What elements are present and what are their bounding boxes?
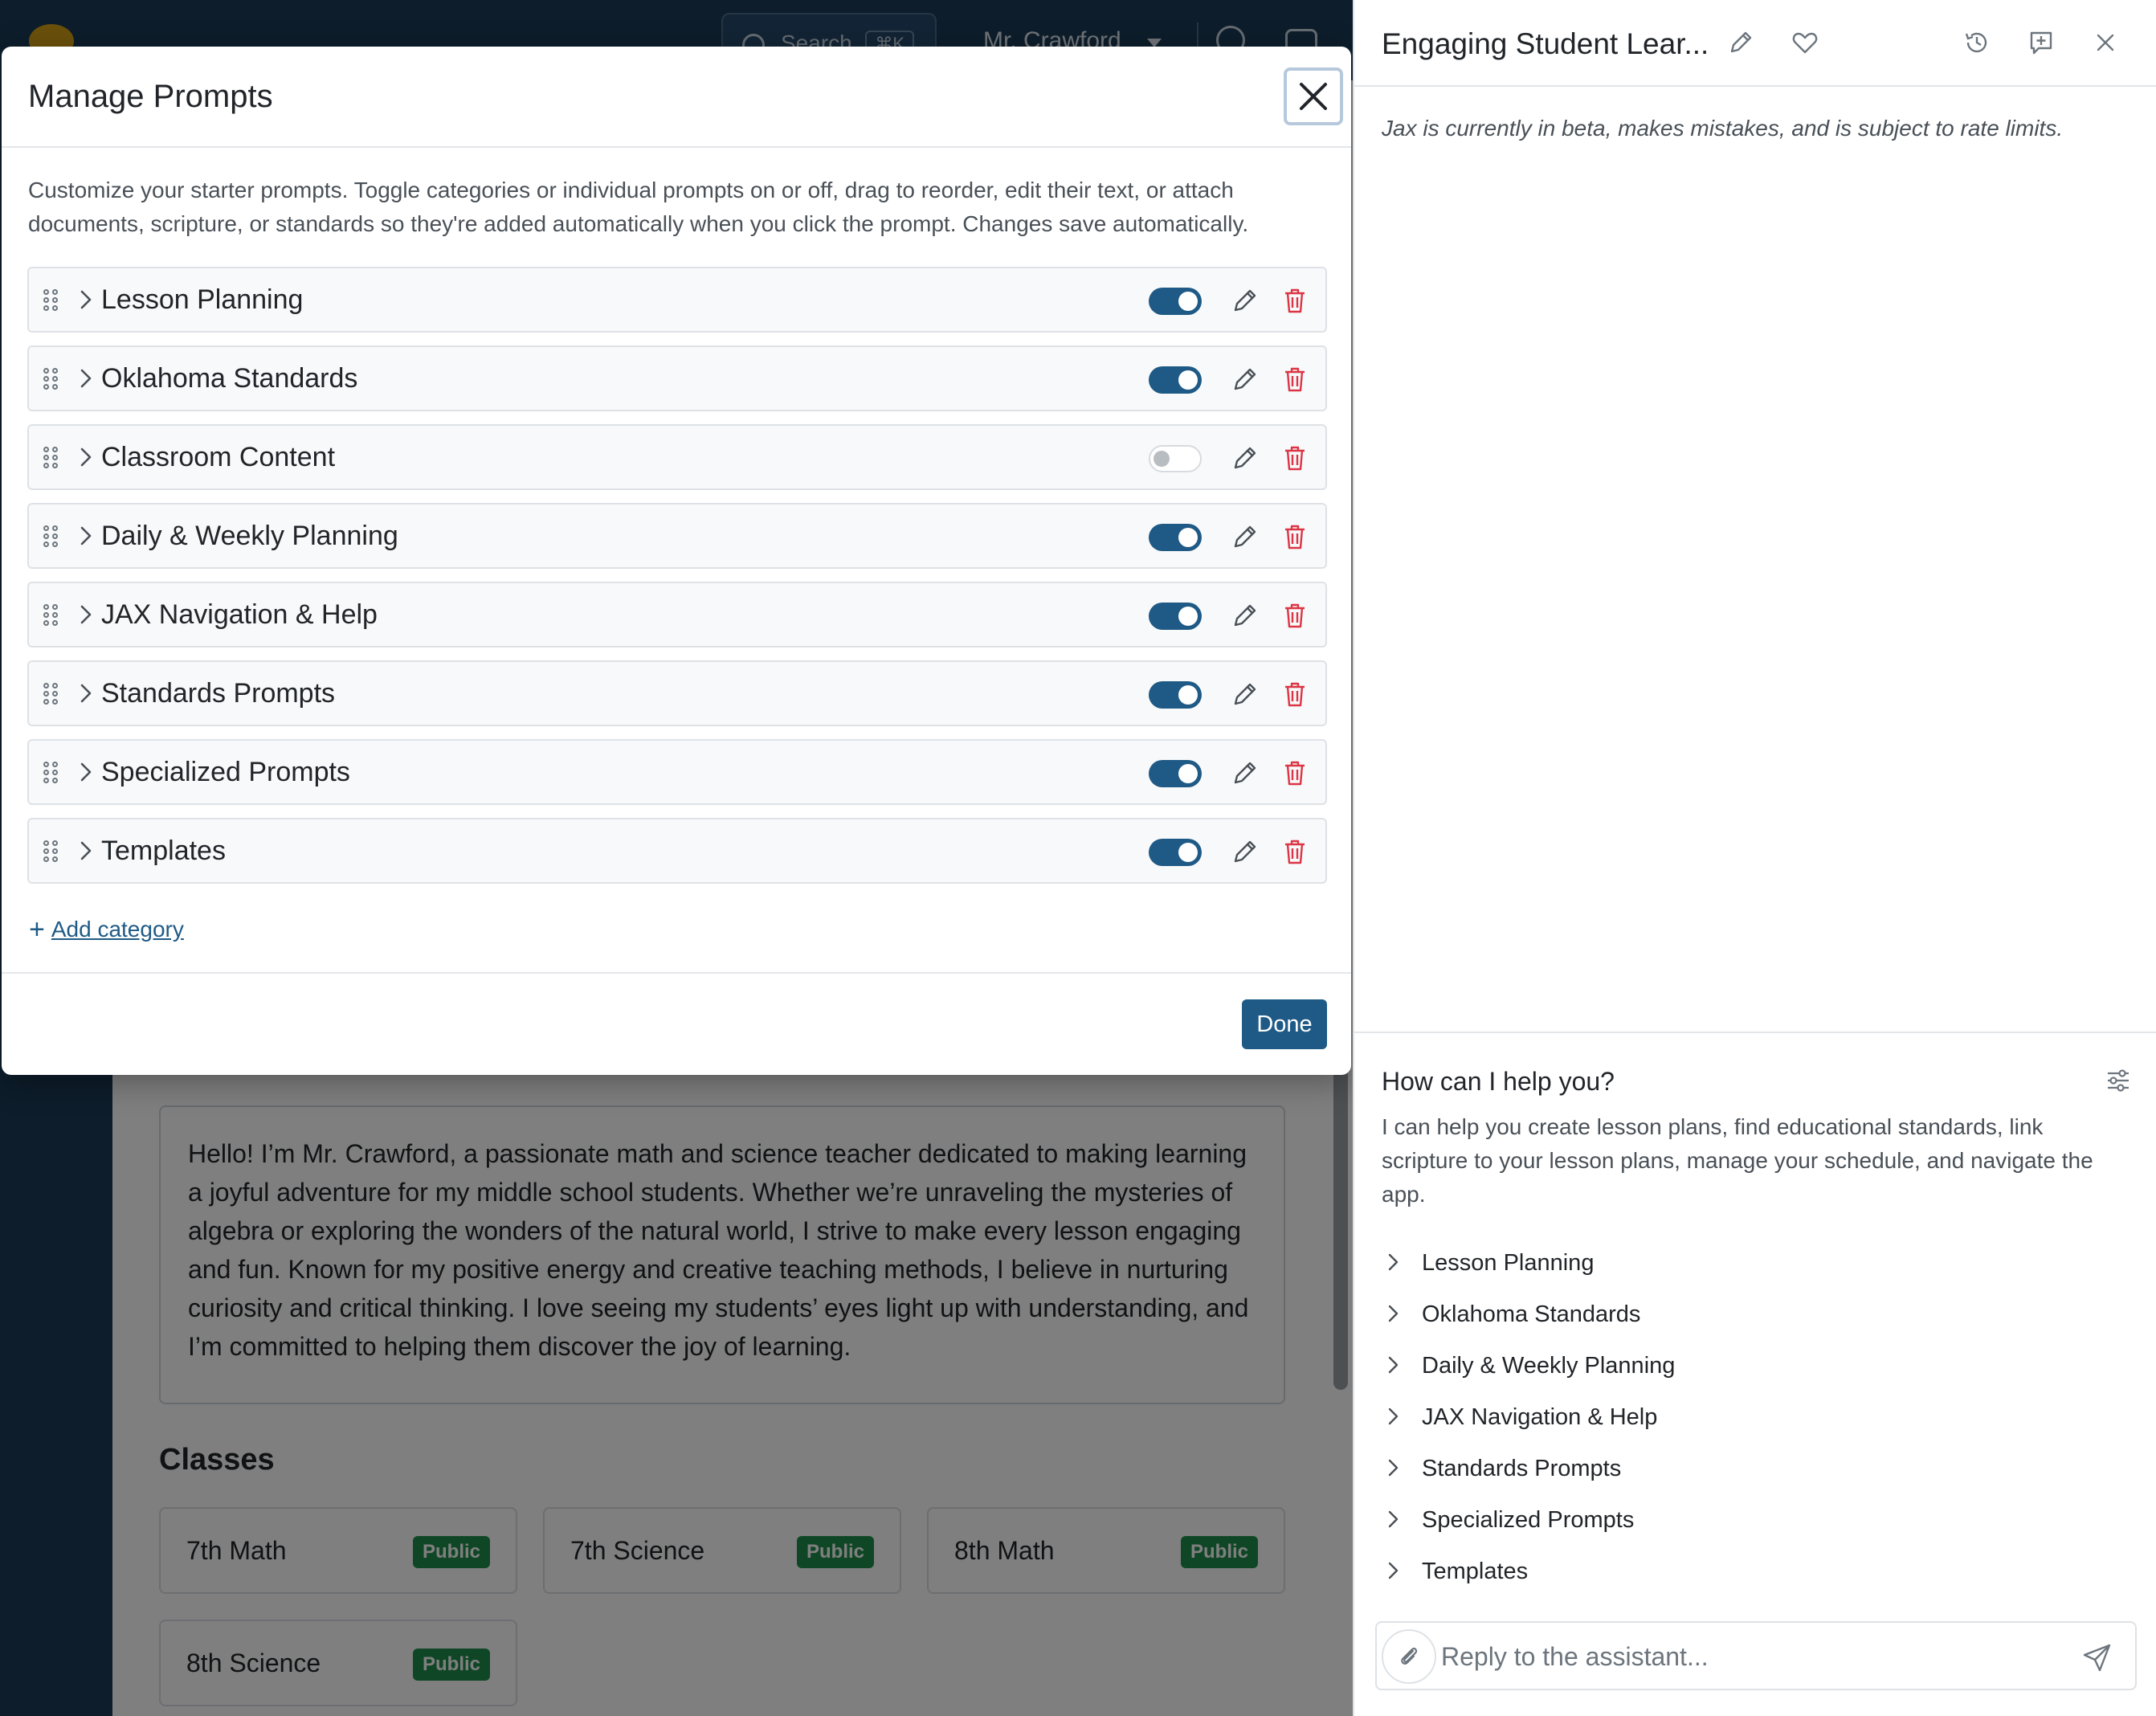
new-chat-icon[interactable] xyxy=(2027,29,2055,56)
category-label: Oklahoma Standards xyxy=(101,363,358,394)
category-row[interactable] xyxy=(27,818,1327,884)
chevron-right-icon xyxy=(1382,1301,1406,1326)
prompt-category-label: Lesson Planning xyxy=(1422,1250,1595,1276)
drag-handle-icon[interactable] xyxy=(43,368,59,390)
history-icon[interactable] xyxy=(1963,29,1991,56)
category-toggle[interactable] xyxy=(1149,839,1202,866)
reply-composer xyxy=(1375,1621,2137,1690)
reply-input[interactable] xyxy=(1441,1634,2052,1679)
trash-icon[interactable] xyxy=(1280,601,1309,630)
pencil-icon[interactable] xyxy=(1231,680,1260,709)
category-toggle[interactable] xyxy=(1149,445,1202,472)
chevron-right-icon[interactable] xyxy=(74,839,98,863)
chevron-right-icon[interactable] xyxy=(74,288,98,312)
drag-handle-icon[interactable] xyxy=(43,762,59,784)
toggle-knob xyxy=(1178,764,1198,783)
prompt-category-label: Templates xyxy=(1422,1559,1529,1584)
trash-icon[interactable] xyxy=(1280,758,1309,787)
chevron-right-icon xyxy=(1382,1507,1406,1531)
drag-handle-icon[interactable] xyxy=(43,525,59,548)
chevron-right-icon[interactable] xyxy=(74,366,98,390)
toggle-knob xyxy=(1178,370,1198,390)
trash-icon[interactable] xyxy=(1280,443,1309,472)
category-label: Standards Prompts xyxy=(101,678,336,709)
category-row[interactable] xyxy=(27,660,1327,726)
close-icon[interactable] xyxy=(2092,29,2119,56)
chevron-right-icon[interactable] xyxy=(74,760,98,784)
chevron-right-icon xyxy=(1382,1456,1406,1480)
category-label: Lesson Planning xyxy=(101,284,304,315)
modal-title: Manage Prompts xyxy=(28,79,273,114)
chevron-right-icon[interactable] xyxy=(74,524,98,548)
prompt-category-item[interactable] xyxy=(1382,1239,2129,1290)
plus-icon: + xyxy=(29,914,45,945)
category-label: Templates xyxy=(101,836,226,866)
toggle-knob xyxy=(1178,528,1198,547)
toggle-knob xyxy=(1178,843,1198,862)
chevron-right-icon xyxy=(1382,1353,1406,1377)
category-toggle[interactable] xyxy=(1149,681,1202,709)
prompt-category-label: Standards Prompts xyxy=(1422,1456,1622,1481)
prompt-category-item[interactable] xyxy=(1382,1393,2129,1444)
add-category-link[interactable] xyxy=(29,914,184,946)
toggle-knob xyxy=(1154,451,1170,467)
category-label: Daily & Weekly Planning xyxy=(101,521,398,551)
trash-icon[interactable] xyxy=(1280,365,1309,394)
category-row[interactable] xyxy=(27,345,1327,411)
prompt-category-item[interactable] xyxy=(1382,1342,2129,1393)
pencil-icon[interactable] xyxy=(1231,365,1260,394)
chevron-right-icon[interactable] xyxy=(74,681,98,705)
chevron-right-icon xyxy=(1382,1404,1406,1428)
prompt-category-item[interactable] xyxy=(1382,1444,2129,1496)
manage-prompts-modal xyxy=(2,47,1351,1075)
modal-footer xyxy=(2,972,1351,1075)
close-icon xyxy=(1298,81,1329,112)
assistant-header xyxy=(1354,0,2156,87)
category-row[interactable] xyxy=(27,582,1327,648)
conversation-title: Engaging Student Lear... xyxy=(1382,27,1709,60)
category-list xyxy=(27,267,1327,897)
category-label: Classroom Content xyxy=(101,442,336,472)
category-row[interactable] xyxy=(27,424,1327,490)
prompt-category-label: Specialized Prompts xyxy=(1422,1507,1635,1533)
paperclip-icon xyxy=(1396,1644,1422,1669)
settings-sliders-icon[interactable] xyxy=(2105,1067,2132,1094)
pencil-icon[interactable] xyxy=(1231,837,1260,866)
assistant-panel xyxy=(1353,0,2156,1716)
prompt-category-label: Daily & Weekly Planning xyxy=(1422,1353,1676,1379)
category-toggle[interactable] xyxy=(1149,760,1202,787)
trash-icon[interactable] xyxy=(1280,680,1309,709)
drag-handle-icon[interactable] xyxy=(43,289,59,312)
category-label: JAX Navigation & Help xyxy=(101,599,378,630)
modal-close-button[interactable] xyxy=(1284,67,1343,125)
prompt-category-item[interactable] xyxy=(1382,1547,2129,1599)
drag-handle-icon[interactable] xyxy=(43,683,59,705)
drag-handle-icon[interactable] xyxy=(43,447,59,469)
done-button[interactable]: Done xyxy=(1242,999,1327,1049)
chevron-right-icon xyxy=(1382,1250,1406,1274)
attach-button[interactable] xyxy=(1382,1629,1436,1684)
prompt-category-item[interactable] xyxy=(1382,1290,2129,1342)
category-toggle[interactable] xyxy=(1149,288,1202,315)
prompt-category-label: Oklahoma Standards xyxy=(1422,1301,1641,1327)
drag-handle-icon[interactable] xyxy=(43,840,59,863)
toggle-knob xyxy=(1178,607,1198,626)
pencil-icon[interactable] xyxy=(1231,601,1260,630)
add-category-label: Add category xyxy=(51,917,184,942)
send-icon[interactable] xyxy=(2082,1642,2113,1673)
beta-notice: Jax is currently in beta, makes mistakes, and is subject to rate limits. xyxy=(1382,116,2064,141)
pencil-icon[interactable] xyxy=(1231,443,1260,472)
category-row[interactable] xyxy=(27,739,1327,805)
help-description: I can help you create lesson plans, find educational standards, link scripture to your lesson plans, manage your schedule, and navigate the app. xyxy=(1382,1114,2093,1207)
chevron-right-icon[interactable] xyxy=(74,603,98,627)
pencil-icon[interactable] xyxy=(1231,758,1260,787)
category-row[interactable] xyxy=(27,503,1327,569)
toggle-knob xyxy=(1178,685,1198,705)
modal-description: Customize your starter prompts. Toggle categories or individual prompts on or off, drag to reorder, edit their text, or attach documents, scripture, or standards so they're added automatically when you click the prompt. Changes save automatically. xyxy=(28,178,1249,236)
toggle-knob xyxy=(1178,292,1198,311)
modal-header xyxy=(2,47,1351,148)
pencil-icon[interactable] xyxy=(1231,286,1260,315)
drag-handle-icon[interactable] xyxy=(43,604,59,627)
category-toggle[interactable] xyxy=(1149,366,1202,394)
pencil-icon[interactable] xyxy=(1727,29,1754,56)
pencil-icon[interactable] xyxy=(1231,522,1260,551)
prompt-category-item[interactable] xyxy=(1382,1496,2129,1547)
help-section xyxy=(1354,1032,2156,1607)
chevron-right-icon xyxy=(1382,1559,1406,1583)
help-title: How can I help you? xyxy=(1382,1067,1615,1096)
category-toggle[interactable] xyxy=(1149,524,1202,551)
trash-icon[interactable] xyxy=(1280,837,1309,866)
category-toggle[interactable] xyxy=(1149,603,1202,630)
heart-icon[interactable] xyxy=(1791,29,1819,56)
trash-icon[interactable] xyxy=(1280,286,1309,315)
prompt-category-list xyxy=(1382,1239,2129,1599)
category-label: Specialized Prompts xyxy=(101,757,350,787)
category-row[interactable] xyxy=(27,267,1327,333)
chevron-right-icon[interactable] xyxy=(74,445,98,469)
prompt-category-label: JAX Navigation & Help xyxy=(1422,1404,1658,1430)
trash-icon[interactable] xyxy=(1280,522,1309,551)
